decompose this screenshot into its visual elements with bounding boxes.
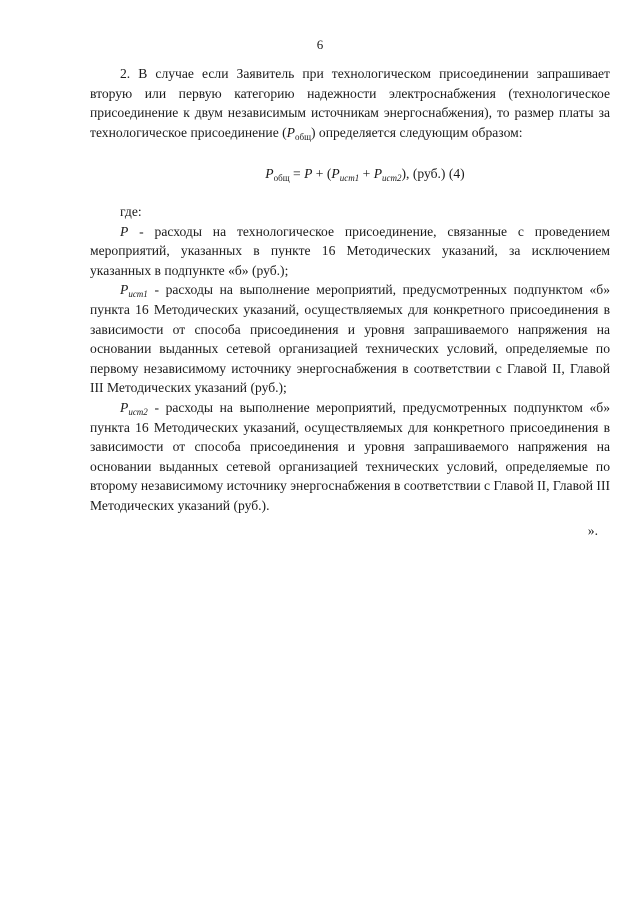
intro-tail: ) определяется следующим образом:	[311, 124, 523, 140]
formula-p: P	[304, 166, 313, 182]
formula-eq: =	[289, 166, 305, 182]
formula-tail: ), (руб.) (4)	[401, 166, 465, 182]
intro-text: 2. В случае если Заявитель при технологическом присоединении запрашивает вторую или первую категорию надежности электроснабжения (технологическое присоединение к двум независимым источникам энергоснабжения), то размер платы за технологическое присоединение (	[90, 66, 610, 140]
def-text: - расходы на технологическое присоединение, связанные с проведением мероприятий, указанных в пункте 16 Методических указаний, за исключением указанных в подпункте «б» (руб.);	[90, 223, 610, 278]
document-body	[90, 64, 610, 541]
formula-lhs: P	[265, 166, 274, 182]
definition-p-ist1	[90, 280, 610, 398]
where-label: где:	[120, 203, 142, 219]
formula-lhs-sub: общ	[273, 173, 290, 184]
intro-symbol: P	[286, 124, 295, 140]
formula	[90, 164, 610, 184]
formula-p1: P	[331, 166, 340, 182]
def-symbol: P	[120, 223, 129, 239]
definition-p	[90, 222, 610, 281]
page-number: 6	[316, 37, 324, 52]
definition-p-ist2	[90, 398, 610, 516]
def-text: - расходы на выполнение мероприятий, предусмотренных подпунктом «б» пункта 16 Методических указаний, осуществляемых для конкретного присоединения в зависимости от способа присоединения и уровня запрашиваемого напряжения на основании выданных сетевой организацией технических условий, определяемые по первому независимому источнику энергоснабжения в соответствии с Главой II, Главой III Методических указаний (руб.);	[90, 282, 610, 396]
closing-quote: ».	[587, 523, 598, 539]
def-symbol: P	[120, 399, 129, 415]
formula-plus1: + (	[312, 166, 332, 182]
formula-p2-sub: ист2	[382, 173, 402, 184]
formula-plus2: +	[359, 166, 374, 182]
intro-symbol-sub: общ	[294, 131, 311, 142]
intro-paragraph	[90, 64, 610, 142]
def-symbol: P	[120, 282, 129, 298]
formula-p2: P	[373, 166, 382, 182]
def-symbol-sub: ист2	[128, 406, 148, 417]
def-text: - расходы на выполнение мероприятий, предусмотренных подпунктом «б» пункта 16 Методических указаний, осуществляемых для конкретного присоединения в зависимости от способа присоединения и уровня запрашиваемого напряжения на основании выданных сетевой организацией технических условий, определяемые по второму независимому источнику энергоснабжения в соответствии с Главой II, Главой III Методических указаний (руб.).	[90, 399, 610, 513]
def-symbol-sub: ист1	[128, 289, 148, 300]
formula-p1-sub: ист1	[339, 173, 360, 184]
